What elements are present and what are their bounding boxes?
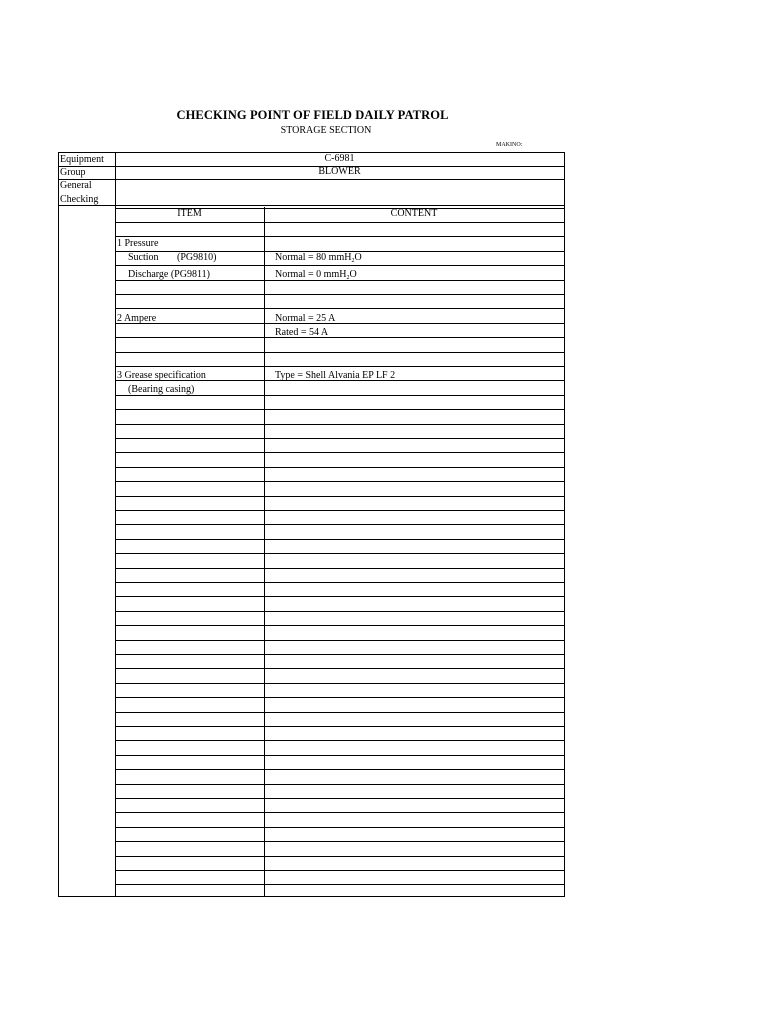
content-header: CONTENT (390, 208, 438, 219)
table-row-line (115, 553, 564, 554)
group-label: Group (60, 167, 86, 178)
table-row-line (115, 755, 564, 756)
table-row-line (115, 481, 564, 482)
item-content-divider (264, 207, 265, 896)
table-row-line (115, 611, 564, 612)
table-row-line (115, 352, 564, 353)
general-label: General (60, 180, 92, 191)
equipment-value: C-6981 (324, 153, 355, 164)
table-row-line (115, 798, 564, 799)
table-row-line (115, 697, 564, 698)
table-row-line (115, 424, 564, 425)
table-row-line (115, 712, 564, 713)
suction-tag: (PG9810) (177, 252, 217, 263)
table-row-line (115, 654, 564, 655)
ampere-normal-value: Normal = 25 A (275, 313, 336, 324)
table-row-line (115, 640, 564, 641)
table-row-line (115, 841, 564, 842)
grease-type-value: Type = Shell Alvania EP LF 2 (275, 370, 396, 381)
suction-normal-value: Normal = 80 mmH$_2$O (275, 252, 362, 264)
table-row-line (115, 812, 564, 813)
grease-item: 3 Grease specification (117, 370, 206, 381)
table-row-line (115, 222, 564, 223)
group-value: BLOWER (318, 166, 361, 177)
table-row-line (115, 582, 564, 583)
table-row-line (115, 510, 564, 511)
maker-label: MAKINO: (496, 142, 523, 148)
header-bottom-divider (59, 205, 564, 206)
table-row-line (115, 539, 564, 540)
table-row-line (115, 467, 564, 468)
table-row-line (115, 625, 564, 626)
table-row-line (115, 740, 564, 741)
table-row-line (115, 337, 564, 338)
equipment-label: Equipment (60, 154, 104, 165)
row-divider (59, 179, 564, 180)
table-row-line (115, 496, 564, 497)
table-row-line (115, 884, 564, 885)
table-row-line (115, 409, 564, 410)
ampere-item: 2 Ampere (117, 313, 157, 324)
table-row-line (115, 784, 564, 785)
table-row-line (115, 366, 564, 367)
patrol-check-sheet (58, 152, 565, 897)
table-row-line (115, 568, 564, 569)
table-row-line (115, 856, 564, 857)
discharge-item: Discharge (PG9811) (128, 269, 210, 280)
table-row-line (115, 769, 564, 770)
suction-item: Suction (128, 252, 159, 263)
table-row-line (115, 323, 564, 324)
grease-subitem: (Bearing casing) (128, 384, 195, 395)
item-header: ITEM (177, 208, 202, 219)
table-row-line (115, 236, 564, 237)
page-title: CHECKING POINT OF FIELD DAILY PATROL (176, 108, 449, 122)
checking-label: Checking (60, 194, 99, 205)
table-row-line (115, 668, 564, 669)
table-row-line (115, 294, 564, 295)
table-row-line (115, 265, 564, 266)
table-row-line (115, 726, 564, 727)
table-row-line (115, 452, 564, 453)
discharge-normal-value: Normal = 0 mmH$_2$O (275, 269, 357, 281)
pressure-item: 1 Pressure (117, 238, 159, 249)
page-subtitle: STORAGE SECTION (280, 125, 372, 136)
table-row-line (115, 438, 564, 439)
table-row-line (115, 827, 564, 828)
table-row-line (115, 308, 564, 309)
ampere-rated-value: Rated = 54 A (275, 327, 329, 338)
table-row-line (115, 683, 564, 684)
table-row-line (115, 524, 564, 525)
table-row-line (115, 596, 564, 597)
table-row-line (115, 870, 564, 871)
